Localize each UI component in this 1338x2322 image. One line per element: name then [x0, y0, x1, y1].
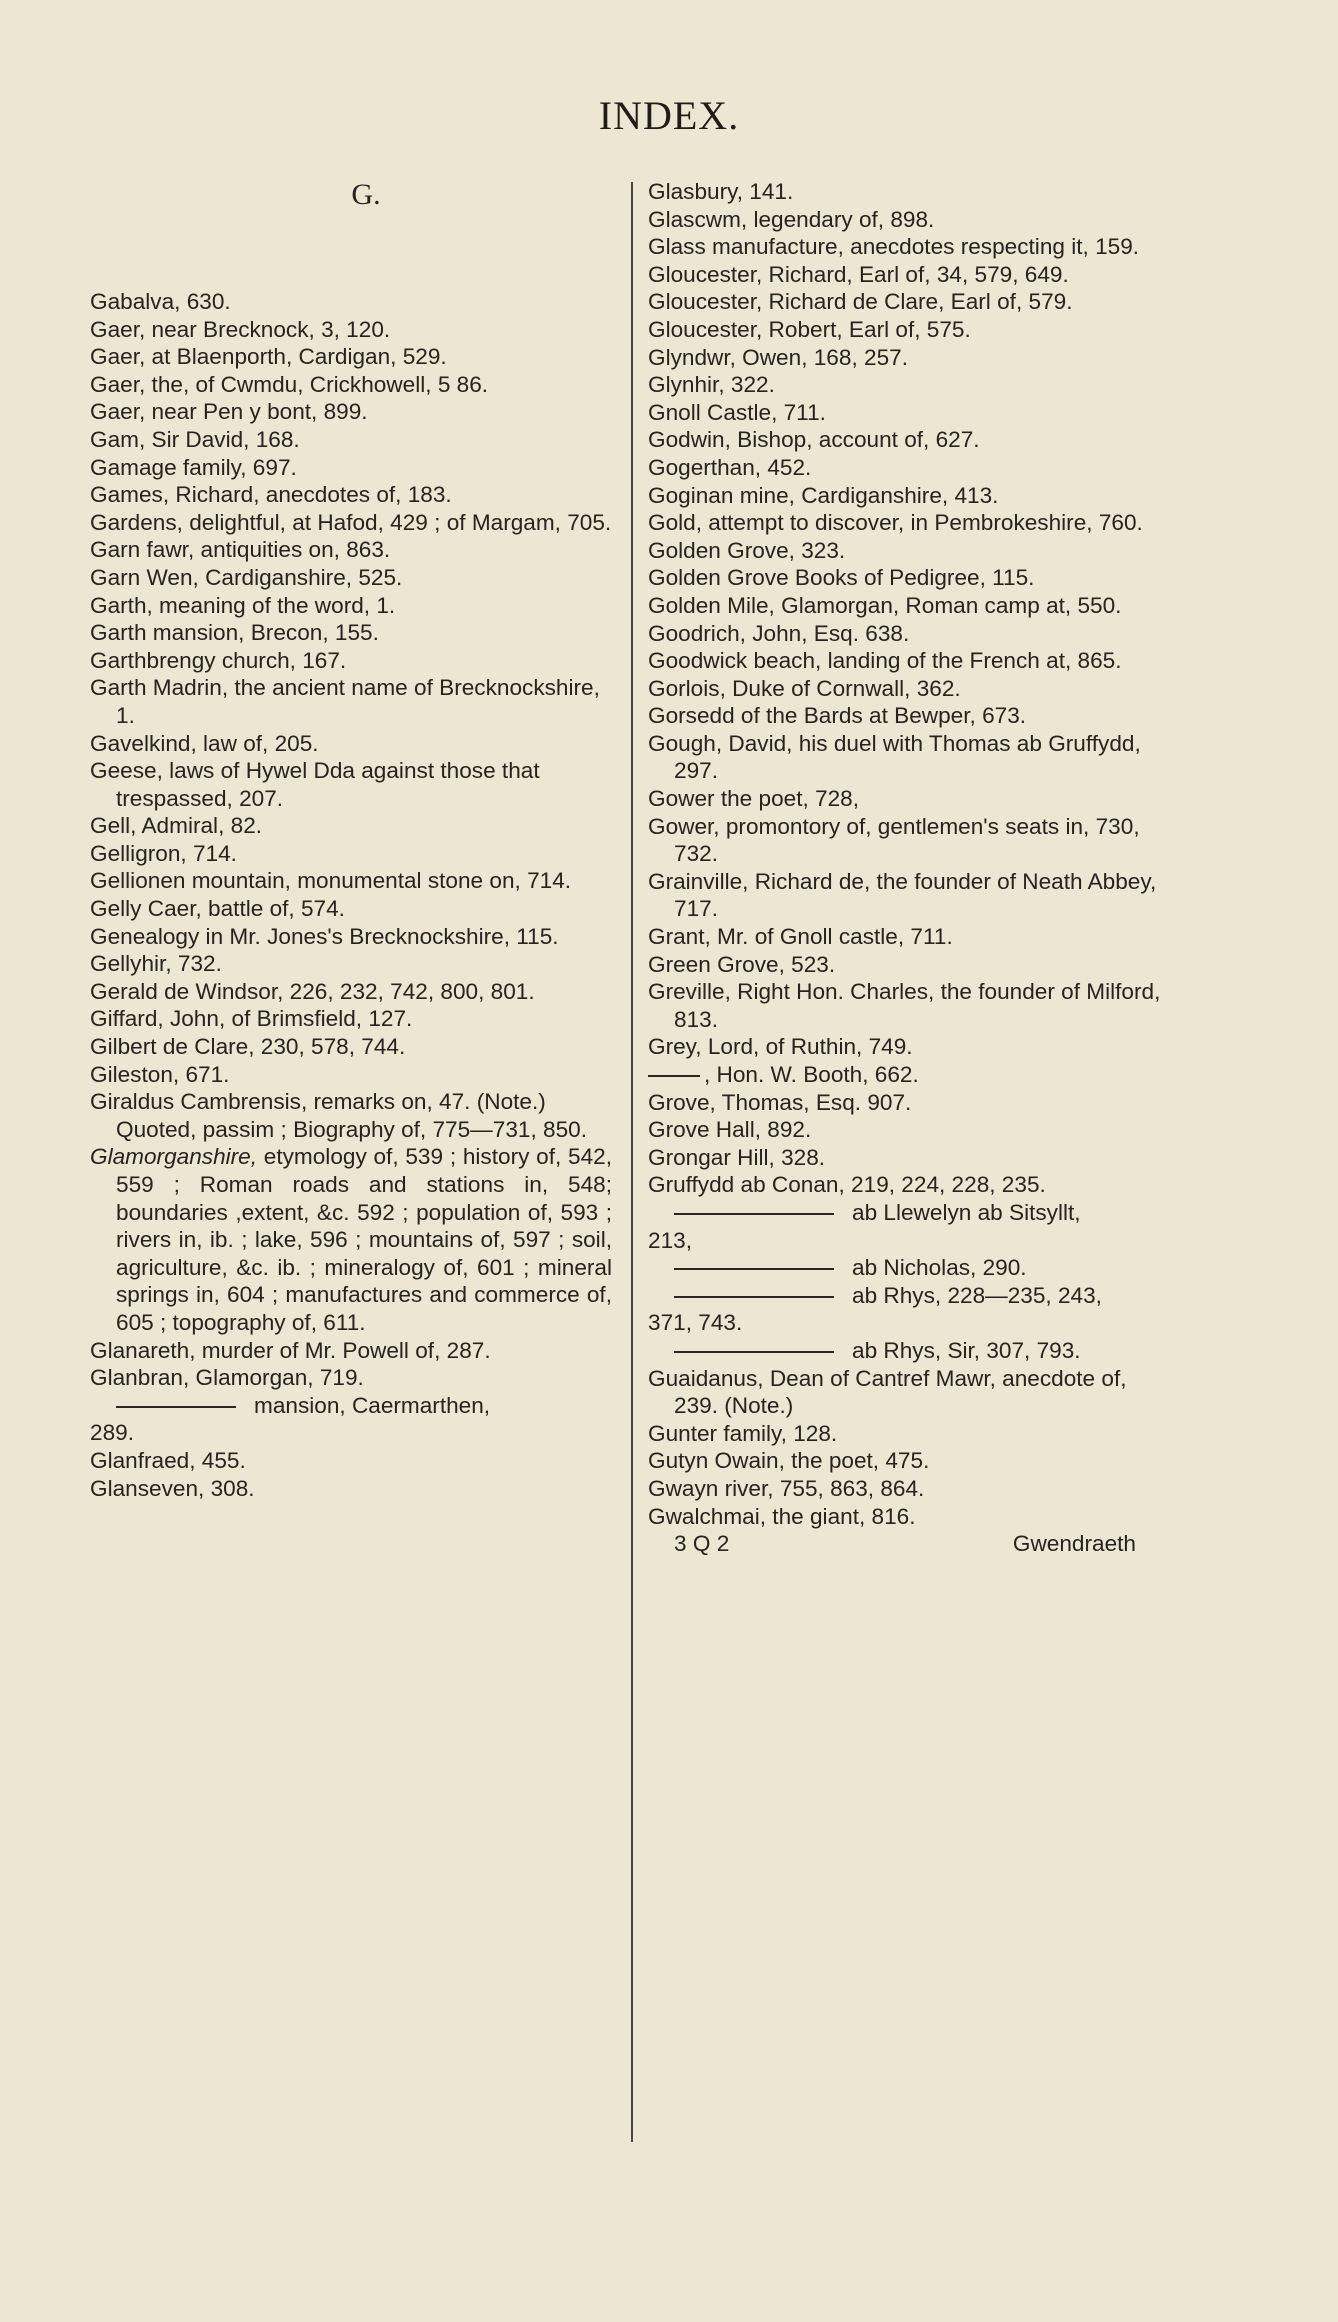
index-entry: Games, Richard, anecdotes of, 183.: [90, 482, 452, 508]
index-entry: Gam, Sir David, 168.: [90, 426, 300, 452]
index-entry: Gellyhir, 732.: [90, 951, 222, 977]
index-entry: Gellionen mountain, monumental stone on, 714.: [90, 868, 572, 894]
index-entry: Gaer, at Blaenporth, Cardigan, 529.: [90, 344, 447, 370]
left-entries-2: [90, 1337, 612, 1392]
letter-heading: G.: [351, 178, 381, 211]
index-entry: Gell, Admiral, 82.: [90, 813, 263, 839]
index-entry: Glanareth, murder of Mr. Powell of, 287.: [90, 1337, 491, 1363]
glamorganshire-details: etymology of, 539 ; history of, 542, 559 ; Roman roads and stations in, 548; boundaries ,extent, &c. 592 ; population of, 593 ; rivers in, ib. ; lake, 596 ; mountains of, 597 ; soil, agriculture, &c. ib. ; mineralogy of, 601 ; mineral springs in, 604 ; manufactures and commerce of, 605 ; topography of, 611.: [116, 1144, 612, 1335]
index-entry: Giffard, John, of Brimsfield, 127.: [90, 1006, 413, 1032]
index-entry: Geese, laws of Hywel Dda against those that trespassed, 207.: [90, 758, 540, 811]
index-entry-glanbran-mansion: [90, 1392, 612, 1420]
index-entry: Gileston, 671.: [90, 1061, 230, 1087]
index-entry-glamorganshire: [90, 1143, 612, 1336]
page-title: INDEX.: [598, 93, 740, 138]
left-column: [90, 178, 612, 1502]
index-entry: Goodwick beach, landing of the French at, 865.: [648, 648, 1122, 674]
index-entry: Gruffydd ab Conan, 219, 224, 228, 235.: [648, 1172, 1046, 1198]
index-entry: Gnoll Castle, 711.: [648, 399, 826, 425]
ditto-rule: [674, 1213, 834, 1215]
index-entry: Garth mansion, Brecon, 155.: [90, 620, 379, 646]
index-entry-gruffydd-nicholas: ab Nicholas, 290.: [648, 1254, 1174, 1282]
dash-entry-continuation: 371, 743.: [648, 1310, 743, 1336]
index-entry: Gloucester, Robert, Earl of, 575.: [648, 316, 971, 342]
index-entry: Glasbury, 141.: [648, 179, 794, 204]
index-entry: Golden Grove Books of Pedigree, 115.: [648, 565, 1035, 591]
right-entries-3: [648, 1365, 1174, 1531]
dash-entry-continuation: 289.: [90, 1420, 134, 1446]
index-entry: Gutyn Owain, the poet, 475.: [648, 1448, 930, 1474]
index-entry: Grant, Mr. of Gnoll castle, 711.: [648, 924, 953, 950]
index-entry-gruffydd-llewelyn: ab Llewelyn ab Sitsyllt,: [648, 1199, 1174, 1227]
index-entry: Golden Mile, Glamorgan, Roman camp at, 550.: [648, 592, 1122, 618]
index-entry: Green Grove, 523.: [648, 951, 836, 977]
index-entry: Gwalchmai, the giant, 816.: [648, 1503, 916, 1529]
index-entry: Greville, Right Hon. Charles, the founder of Milford, 813.: [648, 979, 1161, 1032]
index-entry: Grove, Thomas, Esq. 907.: [648, 1089, 912, 1115]
index-entry: Glascwm, legendary of, 898.: [648, 206, 935, 232]
index-entry: Gardens, delightful, at Hafod, 429 ; of Margam, 705.: [90, 509, 612, 535]
index-entry: Gilbert de Clare, 230, 578, 744.: [90, 1034, 406, 1060]
index-entry-gruffydd-rhys: ab Rhys, 228—235, 243,: [648, 1282, 1174, 1310]
index-entry: Gaer, near Brecknock, 3, 120.: [90, 316, 391, 342]
index-entry: Grongar Hill, 328.: [648, 1144, 826, 1170]
index-entry: Grainville, Richard de, the founder of Neath Abbey, 717.: [648, 868, 1157, 922]
index-entry: Gelly Caer, battle of, 574.: [90, 896, 345, 922]
index-entry: Gunter family, 128.: [648, 1420, 838, 1446]
ditto-rule: [116, 1406, 236, 1408]
index-entry: Gough, David, his duel with Thomas ab Gruffydd, 297.: [648, 730, 1141, 784]
index-entry: Gower the poet, 728,: [648, 786, 860, 812]
index-entry: Gelligron, 714.: [90, 840, 237, 866]
index-entry: Gabalva, 630.: [90, 289, 231, 314]
right-entries: [648, 178, 1174, 1061]
index-entry-gruffydd-rhys-sir: ab Rhys, Sir, 307, 793.: [648, 1337, 1174, 1365]
index-entry: Gwayn river, 755, 863, 864.: [648, 1475, 925, 1501]
index-entry: Gower, promontory of, gentlemen's seats in, 730, 732.: [648, 813, 1140, 867]
index-entry: Gamage family, 697.: [90, 454, 297, 480]
index-entry: Goginan mine, Cardiganshire, 413.: [648, 482, 999, 508]
ditto-rule: [674, 1296, 834, 1298]
index-entry: Glyndwr, Owen, 168, 257.: [648, 344, 908, 370]
signature-mark: 3 Q 2: [674, 1531, 730, 1557]
index-entry: Gloucester, Richard, Earl of, 34, 579, 649.: [648, 261, 1069, 287]
index-entry: Genealogy in Mr. Jones's Brecknockshire, 115.: [90, 923, 559, 949]
index-entry: Grey, Lord, of Ruthin, 749.: [648, 1034, 913, 1060]
index-entry: Glanbran, Glamorgan, 719.: [90, 1365, 364, 1391]
index-entry: Gogerthan, 452.: [648, 454, 812, 480]
glamorganshire-name: Glamorganshire,: [90, 1144, 258, 1170]
index-entry: Garth, meaning of the word, 1.: [90, 592, 396, 618]
index-entry: Gaer, the, of Cwmdu, Crickhowell, 5 86.: [90, 371, 489, 397]
index-entry: Goodrich, John, Esq. 638.: [648, 620, 910, 646]
index-entry: Glanseven, 308.: [90, 1475, 255, 1501]
page-footer: [648, 1530, 1174, 1558]
index-entry: Gorsedd of the Bards at Bewper, 673.: [648, 703, 1027, 729]
right-entries-2: [648, 1089, 1174, 1199]
index-entry: Grove Hall, 892.: [648, 1117, 812, 1143]
index-entry: Giraldus Cambrensis, remarks on, 47. (Note.) Quoted, passim ; Biography of, 775—731, 850.: [90, 1089, 587, 1142]
left-entries-3: [90, 1447, 612, 1502]
right-column: [648, 178, 1174, 1558]
index-entry: Gaer, near Pen y bont, 899.: [90, 399, 368, 425]
index-entry: Gloucester, Richard de Clare, Earl of, 579.: [648, 289, 1073, 315]
dash-entry-continuation: 213,: [648, 1227, 692, 1253]
index-entry-grey-hon: , Hon. W. Booth, 662.: [648, 1061, 1174, 1089]
index-entry: Garn fawr, antiquities on, 863.: [90, 537, 391, 563]
index-entry: Garn Wen, Cardiganshire, 525.: [90, 564, 403, 590]
column-divider: [631, 182, 633, 2142]
index-entry: Godwin, Bishop, account of, 627.: [648, 427, 980, 453]
index-entry: Gorlois, Duke of Cornwall, 362.: [648, 675, 961, 701]
dash-entry-text: mansion, Caermarthen,: [254, 1392, 491, 1418]
ditto-rule: [674, 1351, 834, 1353]
ditto-rule: [674, 1268, 834, 1270]
left-entries: [90, 288, 612, 1143]
index-entry: Garth Madrin, the ancient name of Brecknockshire, 1.: [90, 675, 600, 728]
index-entry: Glass manufacture, anecdotes respecting it, 159.: [648, 234, 1140, 260]
index-entry: Garthbrengy church, 167.: [90, 647, 347, 673]
index-entry: Glanfraed, 455.: [90, 1447, 246, 1473]
catchword: Gwendraeth: [1012, 1531, 1136, 1557]
index-entry: Gold, attempt to discover, in Pembrokeshire, 760.: [648, 510, 1143, 536]
index-entry: Golden Grove, 323.: [648, 537, 846, 563]
index-entry: Guaidanus, Dean of Cantref Mawr, anecdote of, 239. (Note.): [648, 1365, 1127, 1419]
index-entry: Gavelkind, law of, 205.: [90, 730, 319, 756]
ditto-rule: [648, 1075, 700, 1077]
index-entry: Gerald de Windsor, 226, 232, 742, 800, 801.: [90, 978, 535, 1004]
index-entry: Glynhir, 322.: [648, 372, 775, 398]
